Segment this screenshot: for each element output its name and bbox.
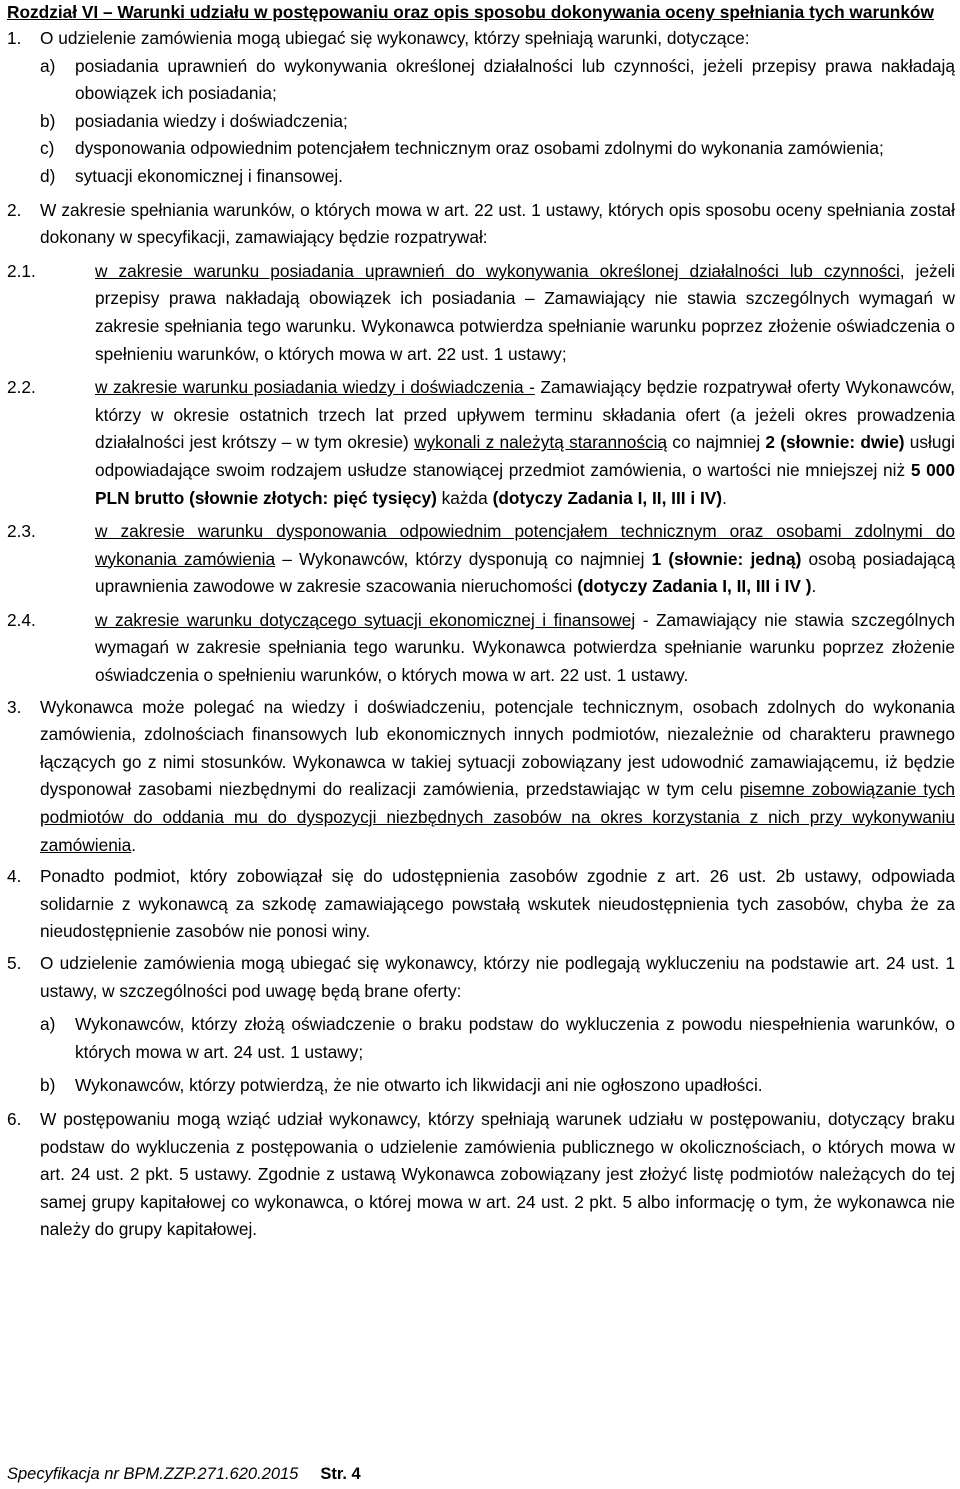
paragraph-text: W postępowaniu mogą wziąć udział wykonawcy, którzy spełniają warunek udziału w postępowaniu, dotyczący braku podstaw do wykluczenia z postępowania o udzielenie zamówienia publicznego w okolicznościach, o których mowa w art. 24 ust. 2 pkt. 5 ustawy. Zgodnie z ustawą Wykonawca zobowiązany jest złożyć listę podmiotów należących do tej samej grupy kapitałowej co wykonawca, o której mowa w art. 24 ust. 2 pkt. 5 albo informację o tym, że wykonawca nie należy do grupy kapitałowej. — [40, 1108, 955, 1240]
paragraph-number: 5. — [7, 953, 22, 973]
paragraph-number: 4. — [7, 866, 22, 887]
subsection-2-3: 2.3. w zakresie warunku dysponowania odpowiednim potencjałem technicznym oraz osobami zdolnymi do wykonania zamówienia – Wykonawców, którzy dysponują co najmniej 1 (słownie: jedną) osobą posiadającą uprawnienia zawodowe w zakresie szacowania nieruchomości (dotyczy Zadania I, II, III i IV ). — [7, 521, 955, 597]
list-item: d) sytuacji ekonomicznej i finansowej. — [40, 165, 343, 186]
list-item: a) Wykonawców, którzy złożą oświadczenie o braku podstaw do wykluczenia z powodu niespełnienia warunków, o których mowa w art. 24 ust. 1 ustawy; — [40, 1014, 955, 1062]
paragraph-1 — [7, 25, 955, 53]
paragraph-number: 2. — [7, 199, 22, 220]
paragraph-3: 3. Wykonawca może polegać na wiedzy i doświadczeniu, potencjale technicznym, osobach zdolnych do wykonania zamówienia, zdolnościach finansowych lub ekonomicznych innych podmiotów, niezależnie od charakteru prawnego łączących go z nimi stosunków. Wykonawca w takiej sytuacji zobowiązany jest udowodnić zamawiającemu, iż będzie dysponował zasobami niezbędnymi do realizacji zamówienia, przedstawiając w tym celu pisemne zobowiązanie tych podmiotów do oddania mu do dyspozycji niezbędnych zasobów na okres korzystania z nich przy wykonywaniu zamówienia. — [7, 694, 955, 860]
paragraph-5 — [7, 950, 955, 1005]
subsection-2-2: 2.2. w zakresie warunku posiadania wiedzy i doświadczenia - Zamawiający będzie rozpatrywał oferty Wykonawców, którzy w okresie ostatnich trzech lat przed upływem terminu składania ofert (a jeżeli okres prowadzenia działalności jest krótszy – w tym okresie) wykonali z należytą starannością co najmniej 2 (słownie: dwie) usługi odpowiadające swoim rodzajem usłudze stanowiącej przedmiot zamówienia, o wartości nie mniejszej niż 5 000 PLN brutto (słownie złotych: pięć tysięcy) każda (dotyczy Zadania I, II, III i IV). — [7, 377, 955, 508]
paragraph-text: O udzielenie zamówienia mogą ubiegać się wykonawcy, którzy spełniają warunki, dotyczące: — [40, 28, 750, 48]
specification-number: Specyfikacja nr BPM.ZZP.271.620.2015 — [7, 1465, 299, 1483]
list-item: b) Wykonawców, którzy potwierdzą, że nie otwarto ich likwidacji ani nie ogłoszono upadłości. — [40, 1075, 763, 1096]
paragraph-number: 6. — [7, 1108, 22, 1129]
paragraph-4 — [7, 863, 955, 946]
list-item: c) dysponowania odpowiednim potencjałem technicznym oraz osobami zdolnymi do wykonania zamówienia; — [40, 138, 884, 159]
paragraph-number: 3. — [7, 696, 22, 717]
paragraph-text: O udzielenie zamówienia mogą ubiegać się wykonawcy, którzy nie podlegają wykluczeniu na podstawie art. 24 ust. 1 ustawy, w szczególności pod uwagę będą brane oferty: — [40, 953, 955, 1001]
section-heading: Rozdział VI – Warunki udziału w postępowaniu oraz opis sposobu dokonywania oceny spełniania tych warunków — [7, 2, 934, 22]
paragraph-6 — [7, 1106, 955, 1244]
paragraph-text: W zakresie spełniania warunków, o których mowa w art. 22 ust. 1 ustawy, których opis sposobu oceny spełniania został dokonany w specyfikacji, zamawiający będzie rozpatrywał: — [40, 199, 955, 248]
page-footer — [7, 1461, 361, 1489]
subsection-2-1: 2.1. w zakresie warunku posiadania uprawnień do wykonywania określonej działalności lub czynności, jeżeli przepisy prawa nakładają obowiązek ich posiadania – Zamawiający nie stawia szczególnych wymagań w zakresie spełniania tego warunku. Wykonawca potwierdza spełnianie warunku poprzez złożenie oświadczenia o spełnieniu warunków, o których mowa w art. 22 ust. 1 ustawy; — [7, 260, 955, 364]
page-number: Str. 4 — [320, 1465, 361, 1483]
list-item: b) posiadania wiedzy i doświadczenia; — [40, 110, 348, 131]
paragraph-number: 1. — [7, 28, 22, 48]
paragraph-text: Ponadto podmiot, który zobowiązał się do udostępnienia zasobów zgodnie z art. 26 ust. 2b ustawy, odpowiada solidarnie z wykonawcą za szkodę zamawiającego powstałą wskutek nieudostępnienia tych zasobów, chyba że za nieudostępnienie zasobów nie ponosi winy. — [40, 866, 955, 942]
subsection-2-4: 2.4. w zakresie warunku dotyczącego sytuacji ekonomicznej i finansowej - Zamawiający nie stawia szczególnych wymagań w zakresie spełniania tego warunku. Wykonawca potwierdza spełnianie warunku poprzez złożenie oświadczenia o spełnieniu warunków, o których mowa w art. 22 ust. 1 ustawy. — [7, 609, 955, 686]
list-item: a) posiadania uprawnień do wykonywania określonej działalności lub czynności, jeżeli przepisy prawa nakładają obowiązek ich posiadania; — [40, 55, 955, 104]
paragraph-2 — [7, 197, 955, 252]
